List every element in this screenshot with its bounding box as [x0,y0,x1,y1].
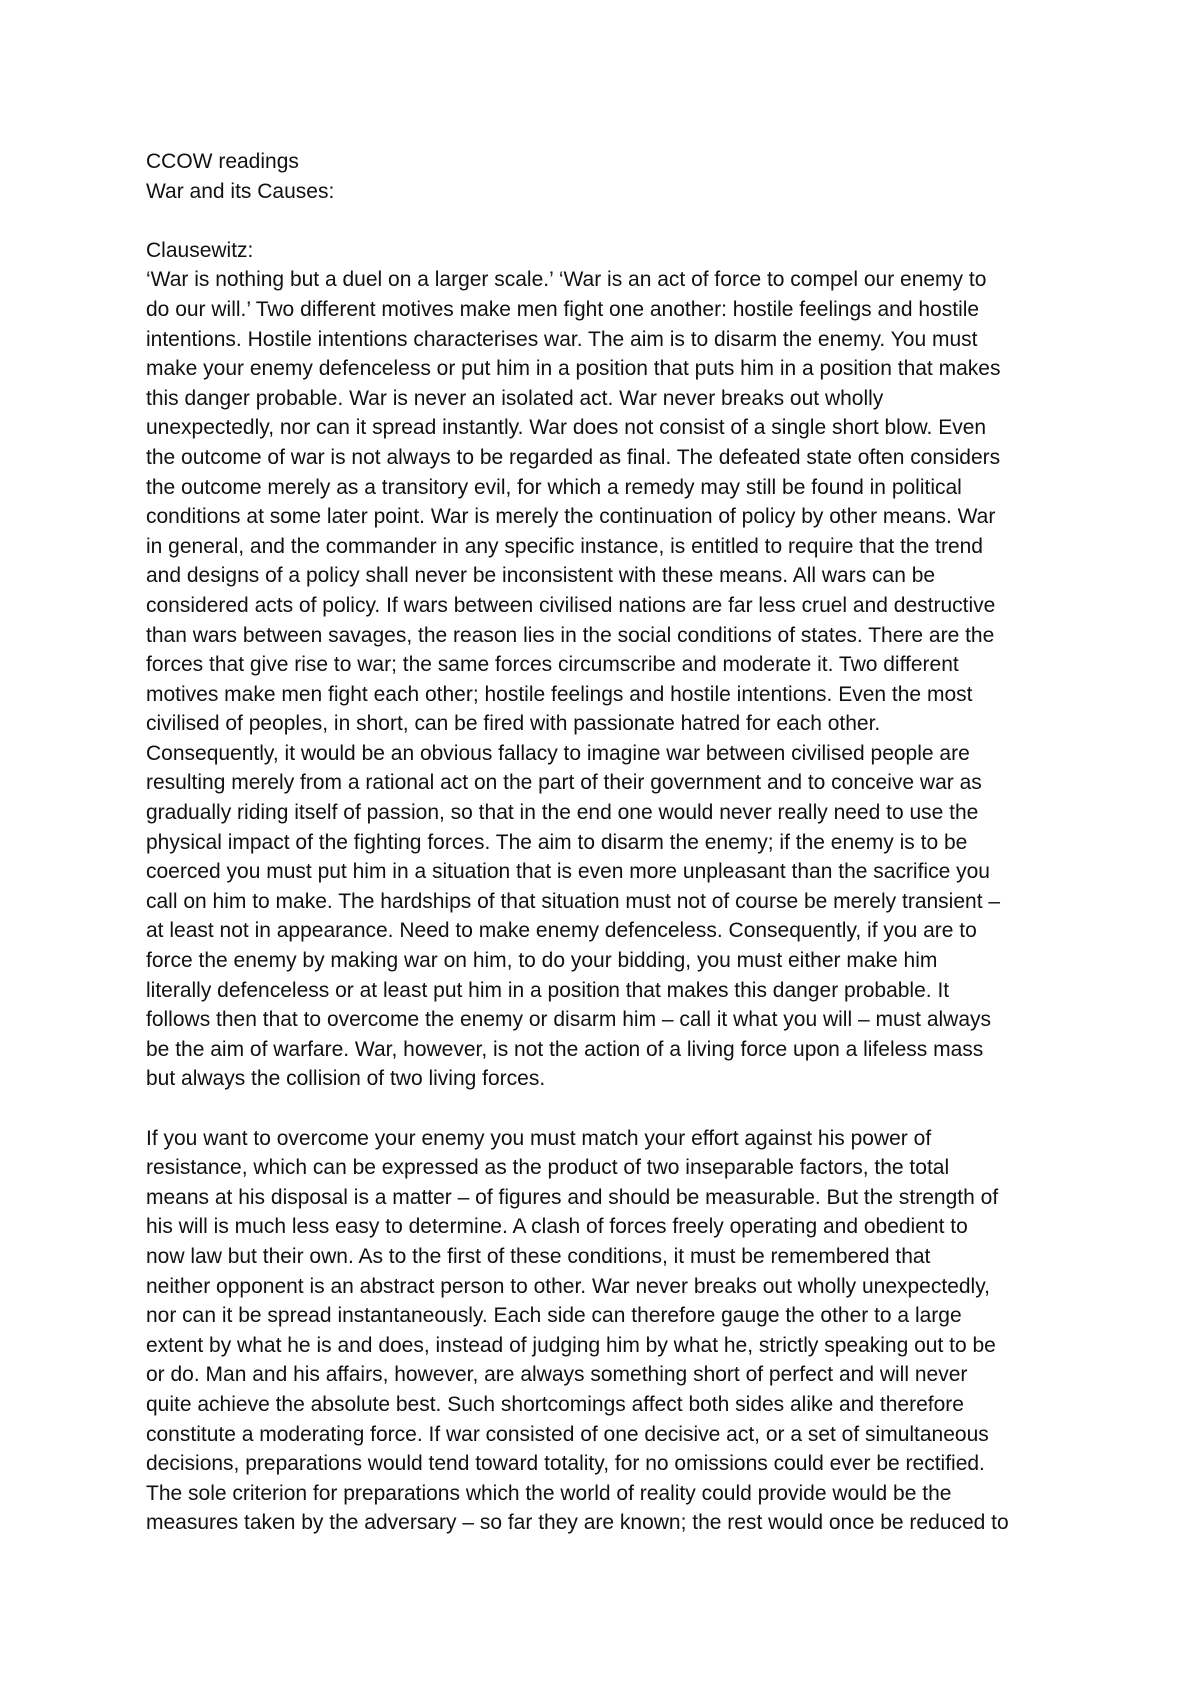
text-line: nor can it be spread instantaneously. Each side can therefore gauge the other to a large [146,1304,962,1328]
text-line: the outcome merely as a transitory evil, for which a remedy may still be found in political [146,475,962,499]
document-body [146,147,1066,1538]
text-line: intentions. Hostile intentions characterises war. The aim is to disarm the enemy. You must [146,327,978,351]
text-line: make your enemy defenceless or put him in a position that puts him in a position that makes [146,357,1001,381]
blank-line [146,1094,1066,1124]
text-line: force the enemy by making war on him, to do your bidding, you must either make him [146,949,938,973]
paragraph-1 [146,265,1066,1094]
text-line: considered acts of policy. If wars between civilised nations are far less cruel and destructive [146,593,996,617]
document-subtitle: War and its Causes: [146,179,335,203]
text-line: be the aim of warfare. War, however, is not the action of a living force upon a lifeless mass [146,1037,984,1061]
text-line: at least not in appearance. Need to make enemy defenceless. Consequently, if you are to [146,919,977,943]
text-line: coerced you must put him in a situation that is even more unpleasant than the sacrifice you [146,860,990,884]
section-heading: Clausewitz: [146,238,254,262]
text-line: the outcome of war is not always to be regarded as final. The defeated state often considers [146,445,1001,469]
blank-line [146,206,1066,236]
text-line: call on him to make. The hardships of that situation must not of course be merely transient – [146,889,1001,913]
text-line: means at his disposal is a matter – of figures and should be measurable. But the strength of [146,1185,999,1209]
text-line: The sole criterion for preparations which the world of reality could provide would be the [146,1481,952,1505]
text-line: Consequently, it would be an obvious fallacy to imagine war between civilised people are [146,741,970,765]
document-title: CCOW readings [146,150,299,173]
text-line: If you want to overcome your enemy you must match your effort against his power of [146,1126,932,1150]
text-line: resistance, which can be expressed as the product of two inseparable factors, the total [146,1156,950,1180]
text-line: gradually riding itself of passion, so that in the end one would never really need to use the [146,801,979,825]
text-line: constitute a moderating force. If war consisted of one decisive act, or a set of simultaneous [146,1422,989,1446]
text-line: resulting merely from a rational act on the part of their government and to conceive war as [146,771,982,795]
text-line: his will is much less easy to determine. A clash of forces freely operating and obedient to [146,1215,968,1239]
text-line: literally defenceless or at least put him in a position that makes this danger probable. It [146,978,950,1002]
text-line: now law but their own. As to the first of these conditions, it must be remembered that [146,1244,931,1268]
text-line: forces that give rise to war; the same forces circumscribe and moderate it. Two different [146,653,959,677]
text-line: measures taken by the adversary – so far they are known; the rest would once be reduced to [146,1511,1009,1535]
text-line: extent by what he is and does, instead of judging him by what he, strictly speaking out to be [146,1333,996,1357]
text-line: and designs of a policy shall never be inconsistent with these means. All wars can be [146,564,936,588]
text-line: quite achieve the absolute best. Such shortcomings affect both sides alike and therefore [146,1392,964,1416]
text-line: physical impact of the fighting forces. The aim to disarm the enemy; if the enemy is to be [146,830,968,854]
text-line: but always the collision of two living forces. [146,1067,546,1091]
text-line: this danger probable. War is never an isolated act. War never breaks out wholly [146,386,884,410]
text-line: motives make men fight each other; hostile feelings and hostile intentions. Even the most [146,682,973,706]
text-line: ‘War is nothing but a duel on a larger scale.’ ‘War is an act of force to compel our enemy to [146,268,987,292]
text-line: or do. Man and his affairs, however, are always something short of perfect and will never [146,1363,968,1387]
paragraph-2 [146,1124,1066,1538]
text-line: than wars between savages, the reason lies in the social conditions of states. There are the [146,623,995,647]
text-line: follows then that to overcome the enemy or disarm him – call it what you will – must always [146,1008,992,1032]
text-line: decisions, preparations would tend toward totality, for no omissions could ever be rectified. [146,1452,985,1476]
text-line: in general, and the commander in any specific instance, is entitled to require that the trend [146,534,983,558]
text-line: conditions at some later point. War is merely the continuation of policy by other means. War [146,505,996,529]
text-line: do our will.’ Two different motives make men fight one another: hostile feelings and hostile [146,297,980,321]
text-line: civilised of peoples, in short, can be fired with passionate hatred for each other. [146,712,881,736]
text-line: unexpectedly, nor can it spread instantly. War does not consist of a single short blow. Even [146,416,987,440]
text-line: neither opponent is an abstract person to other. War never breaks out wholly unexpectedly, [146,1274,990,1298]
